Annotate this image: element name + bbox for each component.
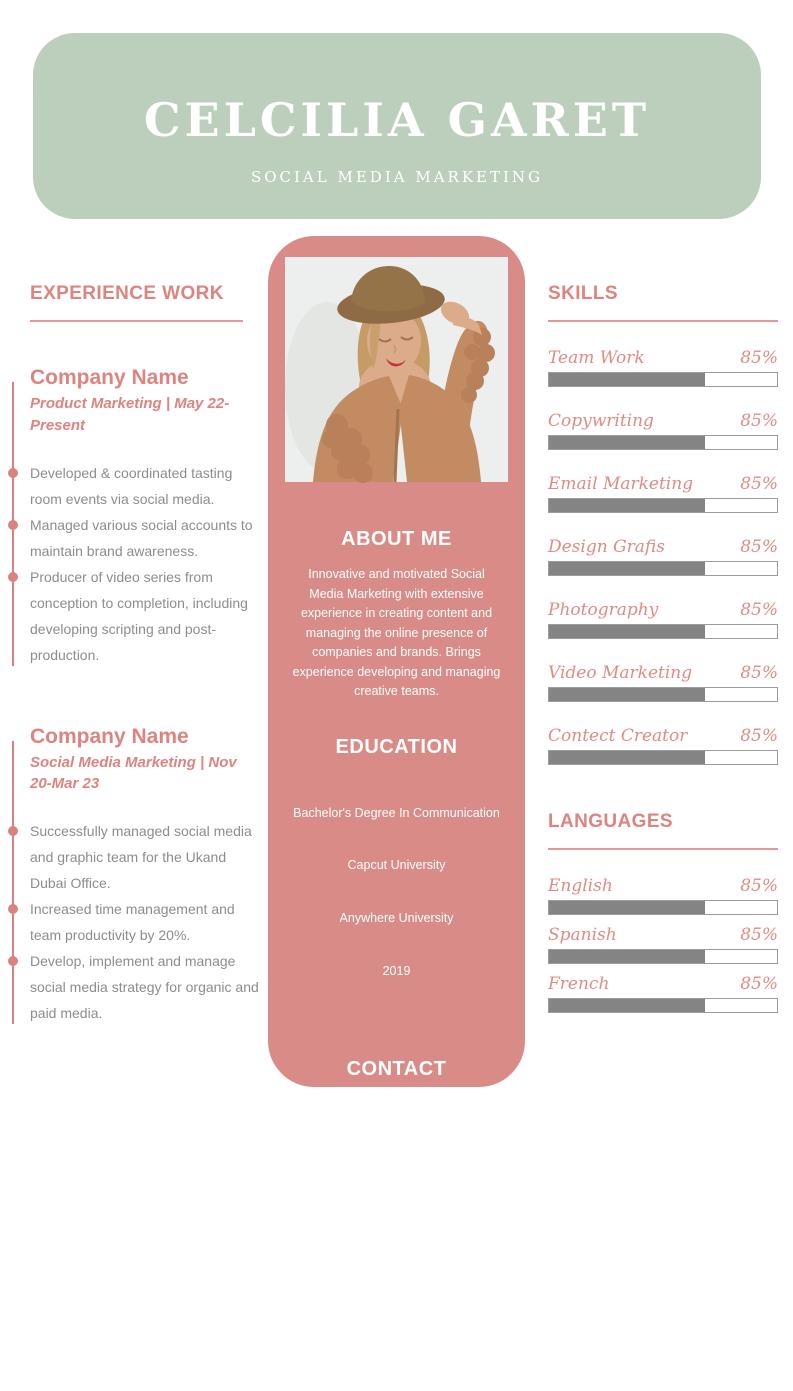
skill-bar — [548, 561, 778, 576]
skill-value: 85% — [740, 411, 778, 431]
skill-bar-fill — [549, 751, 705, 764]
company-name: Company Name — [30, 724, 189, 748]
skills-list — [548, 348, 778, 765]
skill-item — [548, 663, 778, 702]
job-bullet: Developed & coordinated tasting room events via social media. — [30, 460, 262, 512]
contact-address-line1: 123 Anywhere St., — [345, 1286, 448, 1301]
skill-label: Photography — [548, 600, 659, 620]
job-entry-1 — [30, 366, 262, 668]
job-meta: Social Media Marketing | Nov 20-Mar 23 — [30, 753, 237, 793]
skill-item — [548, 726, 778, 765]
skill-bar-fill — [549, 625, 705, 638]
skill-label: Design Grafis — [548, 537, 665, 557]
language-label: Spanish — [548, 925, 617, 945]
skill-label: Copywriting — [548, 411, 654, 431]
skill-bar — [548, 435, 778, 450]
skill-bar — [548, 372, 778, 387]
skill-value: 85% — [740, 726, 778, 746]
skill-value: 85% — [740, 474, 778, 494]
skill-value: 85% — [740, 348, 778, 368]
skill-bar-fill — [549, 436, 705, 449]
language-bar-fill — [549, 999, 705, 1012]
skill-value: 85% — [740, 537, 778, 557]
education-school: Anywhere University — [339, 911, 454, 926]
skill-bar — [548, 750, 778, 765]
job-bullet: Increased time management and team productivity by 20%. — [30, 896, 262, 948]
candidate-name: CELCILIA GARET — [143, 93, 651, 147]
languages-divider — [548, 848, 778, 850]
skill-item — [548, 411, 778, 450]
skill-bar-fill — [549, 499, 705, 512]
education-heading: EDUCATION — [335, 735, 458, 758]
skill-label: Video Marketing — [548, 663, 693, 683]
woman-portrait-illustration — [285, 257, 508, 482]
skill-bar — [548, 498, 778, 513]
job-bullet: Managed various social accounts to maintain brand awareness. — [30, 512, 262, 564]
skill-bar-fill — [549, 688, 705, 701]
language-value: 85% — [740, 876, 778, 896]
contact-address-line2: Anywhere City, ST 1234 — [329, 1339, 464, 1354]
skill-item — [548, 474, 778, 513]
language-value: 85% — [740, 925, 778, 945]
language-label: French — [548, 974, 610, 994]
experience-divider — [30, 320, 243, 322]
job-bullet-list — [30, 460, 262, 668]
about-text: Innovative and motivated Social Media Marketing with extensive experience in creating content and managing the online presence of companies and brands. Brings experience developing and managing creative teams. — [292, 567, 501, 698]
skills-heading: SKILLS — [548, 283, 618, 304]
language-label: English — [548, 876, 613, 896]
education-school: Capcut University — [347, 858, 446, 873]
experience-section — [30, 283, 262, 1026]
job-bullet: Successfully managed social media and graphic team for the Ukand Dubai Office. — [30, 818, 262, 896]
education-year: 2019 — [382, 964, 411, 979]
education-degree: Bachelor's Degree In Communication — [293, 805, 500, 820]
skills-section — [548, 283, 778, 1023]
skill-label: Contect Creator — [548, 726, 688, 746]
skills-divider — [548, 320, 778, 322]
language-item — [548, 876, 778, 915]
language-item — [548, 974, 778, 1013]
skill-value: 85% — [740, 600, 778, 620]
language-value: 85% — [740, 974, 778, 994]
languages-list — [548, 876, 778, 1013]
language-bar-fill — [549, 901, 705, 914]
header-banner — [33, 33, 761, 219]
skill-label: Email Marketing — [548, 474, 694, 494]
education-lines — [268, 770, 525, 1016]
skill-value: 85% — [740, 663, 778, 683]
company-name: Company Name — [30, 366, 189, 389]
candidate-title: SOCIAL MEDIA MARKETING — [250, 168, 544, 186]
skill-bar — [548, 624, 778, 639]
contact-handle: @capcut — [371, 1233, 422, 1248]
profile-photo — [285, 257, 508, 482]
job-bullet-list — [30, 818, 262, 1026]
skill-bar-fill — [549, 373, 705, 386]
job-meta: Product Marketing | May 22-Present — [30, 395, 230, 434]
language-bar — [548, 900, 778, 915]
job-bullet: Develop, implement and manage social media strategy for organic and paid media. — [30, 948, 262, 1026]
language-bar-fill — [549, 950, 705, 963]
language-bar — [548, 949, 778, 964]
job-entry-2 — [30, 725, 262, 1027]
contact-email: hello@capcut.com — [344, 1180, 448, 1195]
skill-item — [548, 348, 778, 387]
contact-lines — [268, 1092, 525, 1391]
contact-phone: +123 456 789 — [356, 1128, 437, 1142]
languages-heading: LANGUAGES — [548, 811, 673, 832]
language-bar — [548, 998, 778, 1013]
profile-panel — [268, 236, 525, 1354]
skill-bar-fill — [549, 562, 705, 575]
experience-heading: EXPERIENCE WORK — [30, 283, 224, 304]
skill-item — [548, 600, 778, 639]
timeline-line — [12, 741, 14, 1025]
about-heading: ABOUT ME — [341, 528, 452, 550]
contact-heading: CONTACT — [346, 1057, 447, 1080]
skill-label: Team Work — [548, 348, 645, 368]
job-bullet: Producer of video series from conception to completion, including developing scripting and post-production. — [30, 564, 262, 668]
language-item — [548, 925, 778, 964]
skill-item — [548, 537, 778, 576]
skill-bar — [548, 687, 778, 702]
